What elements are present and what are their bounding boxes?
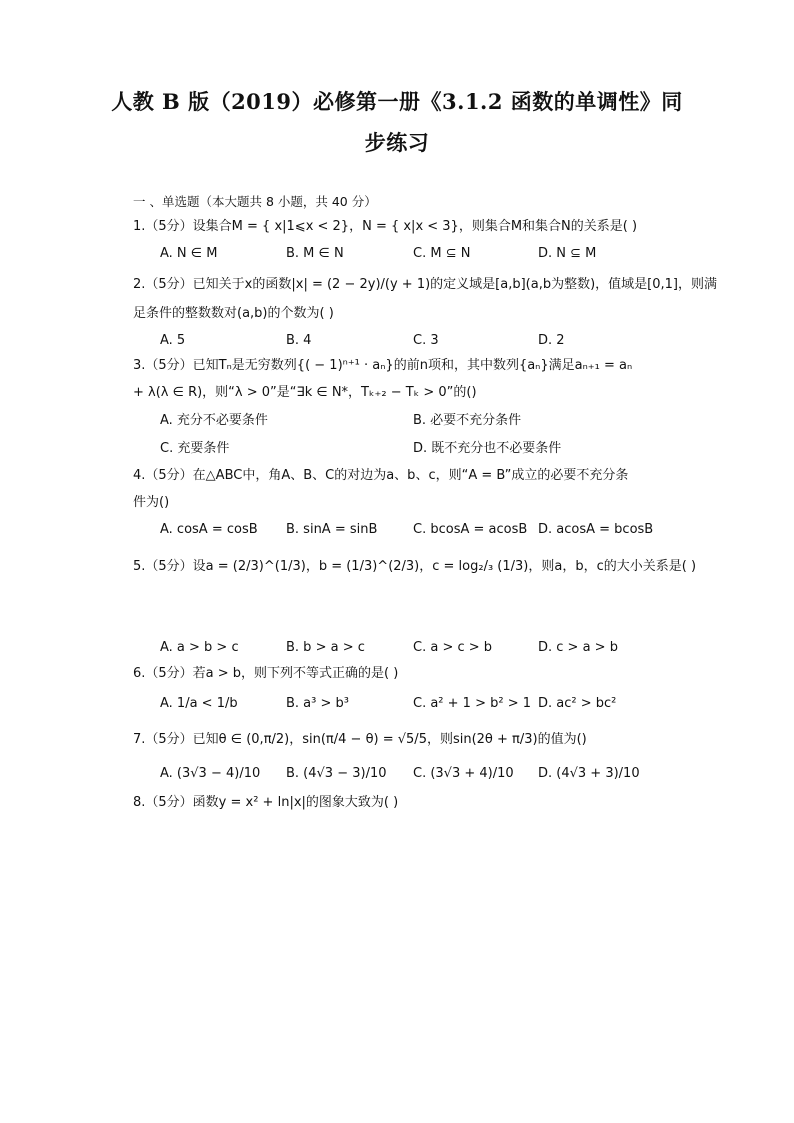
option-c: C. M ⊆ N [413,246,471,261]
question-2-text-cont: 足条件的整数数对(a,b)的个数为( ) [133,306,334,321]
option-b: B. 必要不充分条件 [413,413,522,428]
option-a: A. N ∈ M [160,246,218,261]
option-d: D. 2 [538,333,565,348]
option-c: C. 充要条件 [160,441,230,456]
option-d: D. N ⊆ M [538,246,597,261]
option-b: B. sinA = sinB [286,522,378,537]
question-3-text-cont: + λ(λ ∈ R)，则“λ > 0”是“∃k ∈ N*，Tₖ₊₂ − Tₖ > 0”的() [133,385,477,400]
option-c: C. a > c > b [413,640,493,655]
question-7-text: 7.（5分）已知θ ∈ (0,π/2)，sin(π/4 − θ) = √5/5，则sin(2θ + π/3)的值为() [133,732,587,747]
option-a: A. (3√3 − 4)/10 [160,766,261,781]
question-8-text: 8.（5分）函数y = x² + ln|x|的图象大致为( ) [133,795,399,810]
question-2-text: 2.（5分）已知关于x的函数|x| = (2 − 2y)/(y + 1)的定义域是[a,b](a,b为整数)，值域是[0,1]，则满 [133,277,717,292]
option-d: D. ac² > bc² [538,696,617,711]
question-4-text: 4.（5分）在△ABC中，角A、B、C的对边为a、b、c，则“A = B”成立的必要不充分条 [133,468,629,483]
option-b: B. M ∈ N [286,246,344,261]
option-b: B. a³ > b³ [286,696,349,711]
option-a: A. cosA = cosB [160,522,258,537]
option-a: A. 充分不必要条件 [160,413,268,428]
question-5-text: 5.（5分）设a = (2/3)^(1/3)，b = (1/3)^(2/3)，c = log₂/₃ (1/3)，则a，b，c的大小关系是( ) [133,559,697,574]
option-d: D. acosA = bcosB [538,522,654,537]
question-6-text: 6.（5分）若a > b，则下列不等式正确的是( ) [133,666,399,681]
option-b: B. (4√3 − 3)/10 [286,766,387,781]
option-c: C. 3 [413,333,439,348]
option-c: C. a² + 1 > b² > 1 [413,696,531,711]
option-d: D. 既不充分也不必要条件 [413,441,562,456]
option-b: B. 4 [286,333,312,348]
option-c: C. (3√3 + 4)/10 [413,766,514,781]
option-a: A. 1/a < 1/b [160,696,238,711]
option-b: B. b > a > c [286,640,365,655]
option-c: C. bcosA = acosB [413,522,528,537]
option-d: D. c > a > b [538,640,618,655]
option-d: D. (4√3 + 3)/10 [538,766,640,781]
section-heading: 一 、单选题（本大题共 8 小题，共 40 分） [133,194,377,209]
option-a: A. a > b > c [160,640,239,655]
question-1-text: 1.（5分）设集合M = { x|1⩽x < 2}，N = { x|x < 3}，则集合M和集合N的关系是( ) [133,219,638,234]
question-3-text: 3.（5分）已知Tₙ是无穷数列{( − 1)ⁿ⁺¹ · aₙ}的前n项和，其中数列{aₙ}满足aₙ₊₁ = aₙ [133,358,633,373]
page-title-line1: 人教 B 版（2019）必修第一册《3.1.2 函数的单调性》同 [111,89,683,114]
question-4-text-cont: 件为() [133,495,170,510]
page-title-line2: 步练习 [364,130,430,155]
option-a: A. 5 [160,333,186,348]
